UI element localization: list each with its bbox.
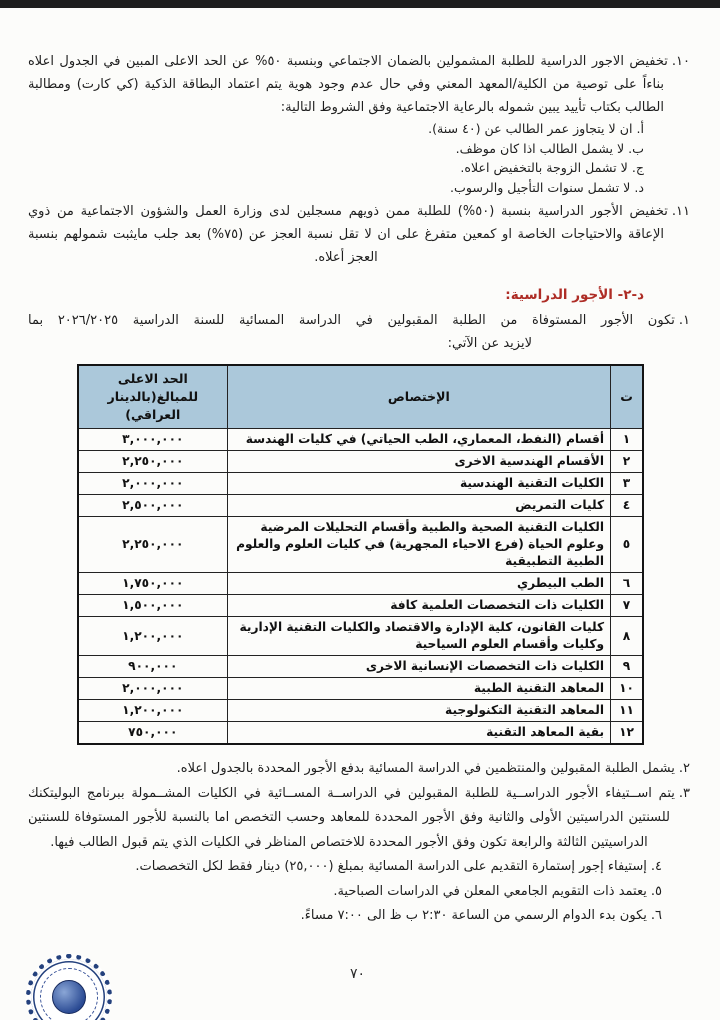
cell-amount: ١,٥٠٠,٠٠٠ xyxy=(78,595,227,617)
tuition-fees-table xyxy=(77,364,644,745)
condition-a-text: ان لا يتجاوز عمر الطالب عن (٤٠ سنة). xyxy=(428,121,633,136)
cell-amount: ٩٠٠,٠٠٠ xyxy=(78,656,227,678)
intro-clause-1 xyxy=(28,309,690,355)
cell-specialization: الكليات التقنية الصحية والطبية وأقسام التحليلات المرضية وعلوم الحياة (فرع الاحياء المجهرية) في كليات العلوم والعلوم الطبية التطبيقية xyxy=(227,517,610,573)
cell-amount: ٢,٠٠٠,٠٠٠ xyxy=(78,473,227,495)
cell-serial: ٥ xyxy=(611,517,643,573)
table-row xyxy=(78,700,643,722)
table-row xyxy=(78,451,643,473)
cell-specialization: المعاهد التقنية التكنولوجية xyxy=(227,700,610,722)
note-3-number: ٣. xyxy=(678,785,690,801)
header-serial: ت xyxy=(611,365,643,429)
note-4-number: ٤. xyxy=(650,859,662,874)
clause-1-text: تكون الأجور المستوفاة من الطلبة المقبولين في الدراسة المسائية للسنة الدراسية ٢٠٢٦/٢٠٢٥ بما xyxy=(28,313,675,328)
cell-specialization: بقية المعاهد التقنية xyxy=(227,722,610,745)
note-6-text: يكون بدء الدوام الرسمي من الساعة ٢:٣٠ ب ظ الى ٧:٠٠ مساءً. xyxy=(300,908,647,923)
cell-serial: ١١ xyxy=(611,700,643,722)
cell-serial: ٢ xyxy=(611,451,643,473)
table-row xyxy=(78,722,643,745)
cell-specialization: الكليات ذات التخصصات الإنسانية الاخرى xyxy=(227,656,610,678)
cell-serial: ٨ xyxy=(611,617,643,656)
cell-specialization: الكليات التقنية الهندسية xyxy=(227,473,610,495)
table-row xyxy=(78,678,643,700)
header-max-amount-line2: للمبالغ(بالدينار العراقي) xyxy=(107,389,199,422)
page-number: ٧٠ xyxy=(350,966,366,982)
cell-amount: ٢,٢٥٠,٠٠٠ xyxy=(78,451,227,473)
note-5-text: يعتمد ذات التقويم الجامعي المعلن في الدراسات الصباحية. xyxy=(333,883,647,899)
condition-d-letter: د. xyxy=(634,179,644,195)
cell-amount: ١,٧٥٠,٠٠٠ xyxy=(78,573,227,595)
cell-serial: ٧ xyxy=(611,595,643,617)
clause-11 xyxy=(28,200,690,269)
cell-amount: ١,٢٠٠,٠٠٠ xyxy=(78,700,227,722)
table-row xyxy=(78,473,643,495)
header-max-amount-line1: الحد الاعلى xyxy=(117,371,188,386)
condition-b-letter: ب. xyxy=(628,140,644,156)
note-6-number: ٦. xyxy=(650,908,662,923)
note-2-text: يشمل الطلبة المقبولين والمنتظمين في الدراسة المسائية بدفع الأجور المحددة بالجدول اعلاه. xyxy=(176,761,675,776)
note-5-number: ٥. xyxy=(650,883,662,899)
clause-10 xyxy=(28,50,690,119)
table-row xyxy=(78,429,643,451)
header-specialization: الإختصاص xyxy=(227,365,610,429)
note-3 xyxy=(28,782,690,856)
condition-d xyxy=(28,178,690,198)
condition-c-text: لا تشمل الزوجة بالتخفيض اعلاه. xyxy=(460,160,628,175)
cell-amount: ٢,٠٠٠,٠٠٠ xyxy=(78,678,227,700)
notes-list xyxy=(28,757,690,929)
seal-inner-ring xyxy=(40,968,98,1020)
cell-specialization: الأقسام الهندسية الاخرى xyxy=(227,451,610,473)
cell-serial: ١ xyxy=(611,429,643,451)
cell-specialization: الكليات ذات التخصصات العلمية كافة xyxy=(227,595,610,617)
condition-c-letter: ج. xyxy=(631,160,644,175)
condition-b-text: لا يشمل الطالب اذا كان موظف. xyxy=(455,140,625,156)
cell-serial: ١٠ xyxy=(611,678,643,700)
cell-serial: ١٢ xyxy=(611,722,643,745)
clause-11-number: ١١. xyxy=(671,204,691,219)
cell-specialization: كليات التمريض xyxy=(227,495,610,517)
cell-amount: ٣,٠٠٠,٠٠٠ xyxy=(78,429,227,451)
table-row xyxy=(78,573,643,595)
clause-10-conditions xyxy=(28,119,690,197)
clause-1-line1 xyxy=(28,309,690,332)
cell-serial: ٦ xyxy=(611,573,643,595)
cell-amount: ٧٥٠,٠٠٠ xyxy=(78,722,227,745)
table-row xyxy=(78,617,643,656)
table-row xyxy=(78,517,643,573)
section-heading-tuition-fees: د-٢- الأجور الدراسية: xyxy=(505,287,644,303)
cell-specialization: كليات القانون، كلية الإدارة والاقتصاد والكليات التقنية الإدارية وكليات وأقسام العلوم السياحية xyxy=(227,617,610,656)
university-seal-stamp-icon xyxy=(26,954,112,1020)
note-4 xyxy=(28,855,662,880)
scan-edge-bar xyxy=(0,0,720,8)
clause-1-number: ١. xyxy=(678,313,690,328)
cell-specialization: أقسام (النفط، المعماري، الطب الحياتي) في كليات الهندسة xyxy=(227,429,610,451)
table-row xyxy=(78,595,643,617)
cell-amount: ٢,٥٠٠,٠٠٠ xyxy=(78,495,227,517)
cell-serial: ٩ xyxy=(611,656,643,678)
cell-serial: ٣ xyxy=(611,473,643,495)
cell-specialization: المعاهد التقنية الطبية xyxy=(227,678,610,700)
table-row xyxy=(78,656,643,678)
condition-a xyxy=(28,119,690,139)
table-header-row xyxy=(78,365,643,429)
clause-10-text: تخفيض الاجور الدراسية للطلبة المشمولين بالضمان الاجتماعي وبنسبة ٥٠% عن الحد الاعلى المبين في الجدول اعلاه بناءاً على توصية من الكلية/المعهد المعني وفي حال عدم وجود هوية يتم اعتماد البطاقة الذكية (كي كارت) ومطالبة الطالب بكتاب تأييد يبين شموله بالرعاية الاجتماعية وفق الشروط التالية: xyxy=(28,54,668,115)
page-content xyxy=(0,8,720,929)
cell-specialization: الطب البيطري xyxy=(227,573,610,595)
cell-amount: ٢,٢٥٠,٠٠٠ xyxy=(78,517,227,573)
condition-a-letter: أ. xyxy=(636,121,644,136)
condition-d-text: لا تشمل سنوات التأجيل والرسوب. xyxy=(450,179,631,195)
clause-11-text: تخفيض الأجور الدراسية بنسبة (٥٠%) للطلبة ممن ذويهم مسجلين لدى وزارة العمل والشؤون الاجتماعية من ذوي الإعاقة والاحتياجات الخاصة او كمعين متفرغ على ان لا تقل نسبة العجز عن (٧٥%) بعد جلب مايثبت شمولهم بنسبة العجز أعلاه. xyxy=(28,204,668,265)
note-6 xyxy=(28,904,662,929)
condition-c xyxy=(28,158,690,178)
cell-amount: ١,٢٠٠,٠٠٠ xyxy=(78,617,227,656)
note-3-text: يتم اســتيفاء الأجور الدراســية للطلبة المقبولين في الدراســة المســائية في الكليات المشــمولة ببرنامج البوليتكنك للسنتين الدراسيتين الأولى والثانية وفق الأجور المحددة للمعاهد وحسب التخصص اما بالنسبة للأجور المستوفاة للسنتين الدراسيتين الثالثة والرابعة تكون وفق الأجور المحددة للاختصاص المناظر في الكليات الذي يتم قبول الطالب فيها. xyxy=(28,785,675,850)
note-4-text: إستيفاء إجور إستمارة التقديم على الدراسة المسائية بمبلغ (٢٥,٠٠٠) دينار فقط لكل التخصصات. xyxy=(135,859,647,874)
header-max-amount xyxy=(78,365,227,429)
condition-b xyxy=(28,139,690,159)
note-2-number: ٢. xyxy=(678,761,690,776)
note-2 xyxy=(28,757,690,782)
note-5 xyxy=(28,880,662,905)
cell-serial: ٤ xyxy=(611,495,643,517)
clause-10-number: ١٠. xyxy=(671,54,690,69)
clause-1-tail: لايزيد عن الآتي: xyxy=(447,336,532,351)
table-row xyxy=(78,495,643,517)
